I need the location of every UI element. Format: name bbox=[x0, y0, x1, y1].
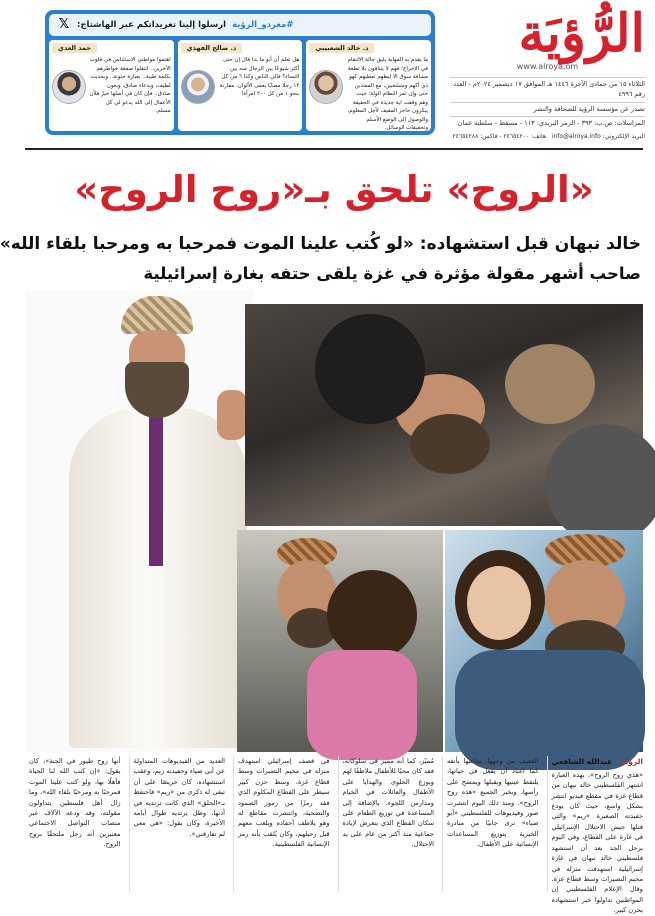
victory-hand-shape bbox=[217, 390, 247, 440]
article-body bbox=[25, 756, 643, 915]
photo-mourners[interactable] bbox=[245, 304, 643, 526]
email-label: البريد الإلكتروني: bbox=[602, 133, 645, 140]
girl-hair-shape bbox=[327, 570, 417, 660]
hashtag-bar[interactable] bbox=[49, 14, 431, 36]
columnist-card[interactable] bbox=[306, 40, 431, 131]
article-column bbox=[129, 756, 226, 892]
columnist-name: د. خالد الشعبيبي bbox=[309, 43, 374, 53]
issue-date: الثلاثاء ١٥ من جمادى الآخرة ١٤٤٦ هـ الموافق ١٧ ديسمبر ٢٠٢٤م - العدد رقم ٤٩٩٦ bbox=[450, 77, 645, 100]
columnist-card[interactable] bbox=[178, 40, 303, 131]
article-text: في قصف إسرائيلي استهدف منزله في مخيم النصيرات وسط قطاع غزة، وسط حزن كبير سيطر على القطاع المكلوم الذي فقد رمزًا من رموز الصمود والتضحية، وانتشرت مقاطع له وهو يلاطف أحفاده ويلعب معهم قبل رحيلهم، وكان يُلقب بأنه رمز الإنسانية الفلسطينية. bbox=[238, 757, 330, 849]
article-text: «هذي روح الروح»، بهذه العبارة اشتهر الفلسطيني خالد نبهان من قطاع غزة في مقطع فيديو انتشر بشكل واسع، حيث كان يودع حفيدته الصغيرة «ريم» والتي قتلها جيش الاحتلال الإسرائيلي في غارة على القطاع، وفي اليوم يرحل الجد بعد أن استشهد فلسطيني خالد نبهان في غارة إسرائيلية استهدفت منزله في مخيم النصيرات وسط قطاع غزة. وقال الإعلام الفلسطيني إن المواطنين تداولوا خبر استشهاده بحزن كبير. bbox=[551, 770, 643, 915]
columnist-avatar bbox=[181, 70, 215, 104]
clothing-shape bbox=[455, 650, 645, 770]
publisher-line: تصدر عن مؤسسة الرؤية للصحافة والنشر bbox=[450, 102, 645, 115]
byline-author: عبدالله الشافعي bbox=[551, 757, 613, 766]
newspaper-logo[interactable]: الرُّؤيَة bbox=[518, 3, 645, 64]
email-address[interactable]: info@alroya.info bbox=[551, 133, 601, 140]
x-logo-icon: 𝕏 bbox=[58, 17, 70, 32]
cap-shape bbox=[121, 296, 193, 334]
girl-dress-shape bbox=[307, 650, 417, 760]
columnist-name: د. صالح الفهدي bbox=[181, 43, 243, 53]
columnist-card[interactable] bbox=[49, 40, 174, 131]
article-column bbox=[338, 756, 435, 892]
article-column bbox=[547, 756, 644, 915]
columnist-avatar bbox=[309, 70, 343, 104]
girl-face-shape bbox=[467, 566, 531, 640]
phone-line: هاتف: ٢٤٦٥٤٢٠٠ - فاكس: ٢٤٦٥٤٢٨٨ bbox=[452, 133, 547, 140]
article-column bbox=[442, 756, 539, 892]
columnist-excerpt: اهتموا مواطني الاستثناس في قلوب الآخرين.. انتقلوا صفقة خواطرهم بكلمة طيبة.. بعبارة حنونة.. وبحديث لطيف، وبدعاء صادق، وبعون صادق.. فإن كان في أصلها خيرٌ فلأن الأعمال إلى الله يدعو لي كل مسلم. bbox=[89, 57, 171, 115]
columnist-name: حمد العدي bbox=[52, 43, 97, 53]
article-column bbox=[25, 756, 121, 892]
photo-man-with-girl[interactable] bbox=[237, 530, 443, 752]
byline bbox=[552, 756, 644, 768]
subheadline-summary: صاحب أشهر مقولة مؤثرة في غزة يلقى حتفه بغارة إسرائيلية bbox=[143, 264, 641, 283]
columnist-avatar bbox=[52, 70, 86, 104]
article-text: القصف من وجهها، بداعبها بأنفه كما اعتاد أن يفعل في حياتها، يلتقط عينيها ويقبلها ويمسح على رأسها، ويخبر الجميع «هذه روح الروح». ومنذ ذلك اليوم انتشرت صور وفيديوهات للفلسطيني «أبو ضياء» نرى جانبًا من مبادرة الخيرية بتوزيع المساعدات الإنسانية على الأطفال. bbox=[447, 757, 539, 849]
robe-trim bbox=[149, 416, 163, 566]
columnists-box bbox=[45, 10, 435, 135]
masthead bbox=[13, 0, 655, 150]
subheadline-quote: خالد نبهان قبل استشهاده: «لو كُتب علينا الموت فمرحبا به ومرحبا بلقاء الله» bbox=[0, 234, 641, 254]
head-shape bbox=[315, 314, 425, 424]
article-text: مُميّز، كما أنه مميز في سلوكاته، فقد كان محبًا للأطفال ملاطفًا لهم ويوزع الحلوى والهدايا على الأطفال والعائلات في الخيام ومدارس اللجوء، بالإضافة إلى المساعدة في توزيع الطعام على سكان القطاع الذي يتعرض لإبادة جماعية منذ أكثر من عام على يد الاحتلال. bbox=[342, 757, 434, 849]
main-headline[interactable]: «الروح» تلحق بـ«روح الروح» bbox=[74, 168, 594, 211]
website-url[interactable]: www.alroya.om bbox=[516, 62, 579, 71]
photo-standing-man[interactable] bbox=[25, 290, 253, 752]
figure-shape bbox=[545, 424, 655, 544]
columnist-excerpt: ما يقدم به المهابة يليق جالة الالتقام في الإخراج؛ فهم لا يتنافون بلا تطعة مشافة سوق الا ليطهم تعطيهم كهو ذي أكهم ومتشعبين، مع المعتدين حتى وإن تمر النظام الولة؛ حيث وهم وقفت اية جديدة في الحقيقة يبكرون حاجز المقيف لأجل المعلوم، والوصول إلى الوضع الأسلم وتحقيقات الوسائل. bbox=[347, 57, 428, 132]
photo-man-girl-smiling[interactable] bbox=[445, 530, 643, 752]
logo-block bbox=[450, 3, 645, 140]
columnist-cards bbox=[49, 40, 431, 131]
issue-info bbox=[450, 77, 645, 129]
header-divider bbox=[25, 148, 643, 150]
beard-shape bbox=[410, 414, 490, 474]
article-column bbox=[233, 756, 330, 892]
article-text: أنها روح طيور في الجنة»، كان يقول: «إن كتب الله لنا الحياة فأهلًا بها، ولو كتب علينا الموت فمرحبًا به ومرحبًا بلقاء الله»، وما زال أهل فلسطين يتداولون مقولته، وقد ودعه الآلاف عبر منصات التواصل الاجتماعي معتبرين أنه رحل ملتحقًا بروح الروح. bbox=[29, 757, 121, 849]
hand-shape bbox=[505, 344, 595, 424]
byline-source: الرؤية bbox=[620, 757, 643, 766]
hashtag-prompt: ارسلوا إلينا تغريداتكم عبر الهاشتاج: bbox=[77, 20, 227, 30]
contact-line bbox=[450, 133, 645, 140]
columnist-excerpt: هل تعلم أن أبو ما بدا قال إن حتى أكثر شيوعًا بين الرجال منه بين النساء؟ فالي الناس وكذا ٦ من كل ١٢ رجلًا مصابًا بعمى الألوان، مقارنة بنحو ١ من كل ٢٠٠ امرأة! bbox=[219, 57, 300, 98]
hashtag[interactable]: #مغردو_الرؤية bbox=[232, 20, 294, 30]
article-text: العديد من الفيديوهات المتداولة عن أبي ضياء وحفيدته ريم، وعقب استشهاده، كان حريصًا على أن تبقى له ذكرى من «ريم» فاحتفظ بـ«الحلق» الذي كانت ترتديه في أذنها، وظل يرتديه طوال أيامه الأخيرة، وكان يقول: «هي معي لم تفارقني». bbox=[133, 757, 225, 838]
address-line: المراسلات: ص.ب: ٣٩٣ - الرمز البريدي: ١١٣ - مسقط - سلطنة عمان bbox=[450, 116, 645, 129]
